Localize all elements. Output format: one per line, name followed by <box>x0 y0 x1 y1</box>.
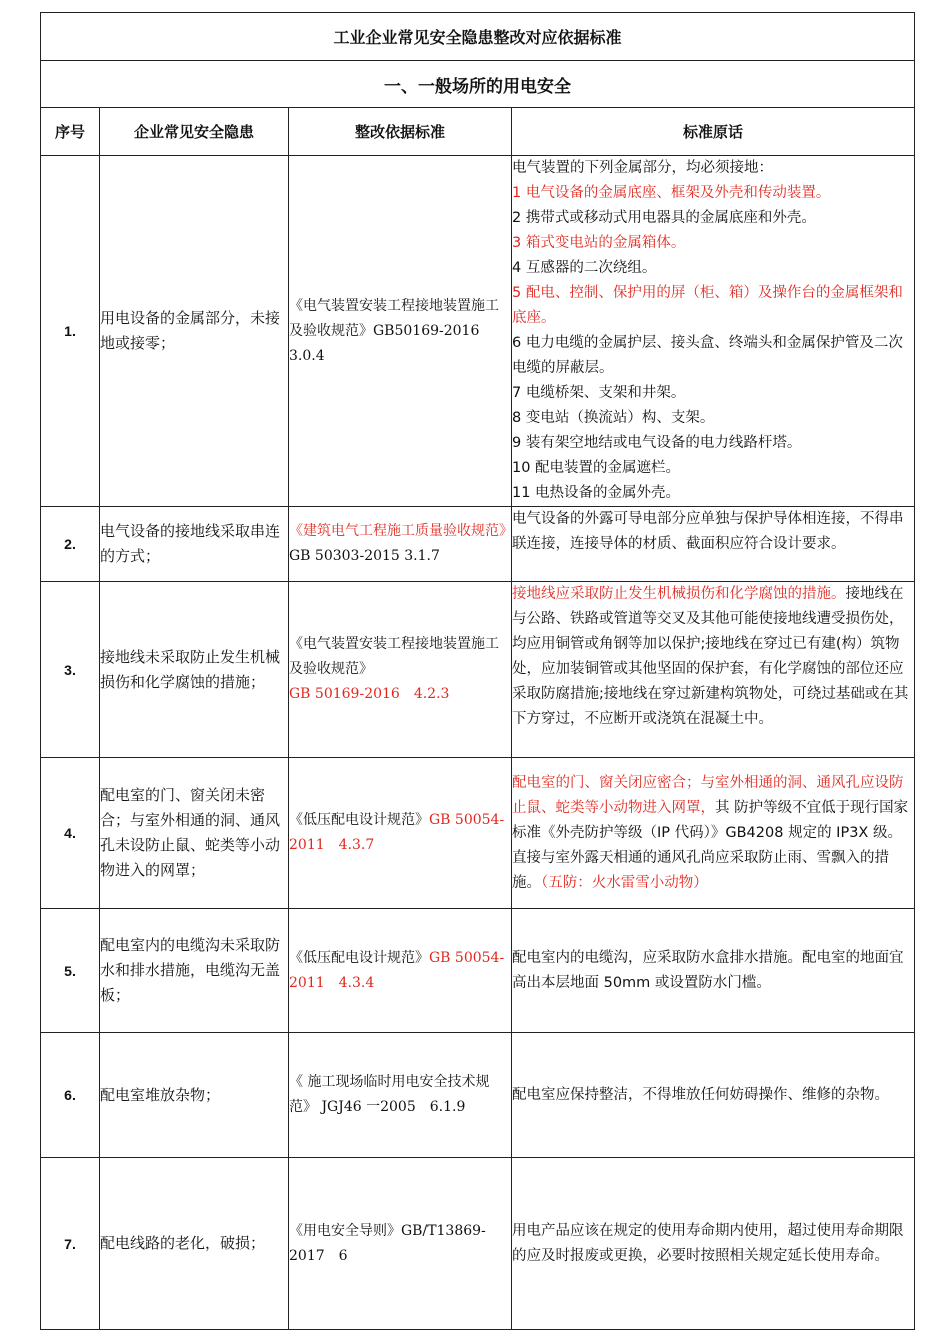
hazard-cell: 配电线路的老化，破损； <box>100 1158 289 1330</box>
original-text-cell <box>512 582 915 758</box>
original-text-cell: 用电产品应该在规定的使用寿命期内使用，超过使用寿命期限的应及时报废或更换，必要时按照相关规定延长使用寿命。 <box>512 1158 915 1330</box>
basis-cell: 《电气装置安装工程接地装置施工及验收规范》GB50169-2016 3.0.4 <box>289 156 512 507</box>
basis-cell <box>289 507 512 582</box>
header-original: 标准原话 <box>512 108 915 156</box>
table-row <box>41 507 915 582</box>
table-row <box>41 582 915 758</box>
original-text-cell: 配电室内的电缆沟，应采取防水盒排水措施。配电室的地面宜高出本层地面 50mm 或设置防水门槛。 <box>512 909 915 1033</box>
row-number: 1. <box>41 156 100 507</box>
table-header <box>41 108 915 156</box>
row-number: 5. <box>41 909 100 1033</box>
text-body: 接地线在与公路、铁路或管道等交叉及其他可能使接地线遭受损伤处，均应用铜管或角钢等加以保护;接地线在穿过已有建(构）筑物处，应加装铜管或其他坚固的保护套，有化学腐蚀的部位还应采取防腐措施;接地线在穿过新建构筑物处，可绕过基础或在其下方穿过，不应断开或浇筑在混凝土中。 <box>512 586 909 727</box>
basis-cell <box>289 909 512 1033</box>
text-body: 其 防护等级不宜低于现行国家标准《外壳防护等级（IP 代码）》GB4208 规定的 IP3X 级。直接与室外露天相通的通风孔尚应采取防止雨、雪飘入的措施。 <box>512 799 909 891</box>
hazard-cell: 配电室内的电缆沟未采取防水和排水措施，电缆沟无盖板； <box>100 909 289 1033</box>
header-issue: 企业常见安全隐患 <box>100 108 289 156</box>
document-title: 工业企业常见安全隐患整改对应依据标准 <box>41 13 915 61</box>
basis-cell <box>289 582 512 758</box>
text-highlight: 配电室的门、窗关闭应密合；与室外相通的洞、通风孔应设防止鼠、蛇类等小动物进入网罩， <box>512 774 904 816</box>
text-line: 电气装置的下列金属部分，均必须接地： <box>512 160 773 176</box>
basis-code: GB 50054-2011 4.3.4 <box>289 949 505 991</box>
text-highlight: 接地线应采取防止发生机械损伤和化学腐蚀的措施。 <box>512 586 846 602</box>
hazard-cell: 配电室堆放杂物； <box>100 1033 289 1158</box>
text-line: 10 配电装置的金属遮栏。 <box>512 460 681 476</box>
text-line: 4 互感器的二次绕组。 <box>512 260 657 276</box>
table-row <box>41 156 915 507</box>
text-line: 7 电缆桥架、支架和井架。 <box>512 385 686 401</box>
text-note: （五防：火水雷雪小动物） <box>541 874 708 891</box>
header-no: 序号 <box>41 108 100 156</box>
text-line: 8 变电站（换流站）构、支架。 <box>512 410 715 426</box>
original-text-cell: 配电室应保持整洁，不得堆放任何妨碍操作、维修的杂物。 <box>512 1033 915 1158</box>
text-line: 1 电气设备的金属底座、框架及外壳和传动装置。 <box>512 185 831 201</box>
original-text-cell <box>512 758 915 909</box>
basis-title: 《低压配电设计规范》 <box>289 949 429 966</box>
row-number: 4. <box>41 758 100 909</box>
row-number: 7. <box>41 1158 100 1330</box>
row-number: 3. <box>41 582 100 758</box>
basis-cell: 《 施工现场临时用电安全技术规范》 JGJ46 一2005 6.1.9 <box>289 1033 512 1158</box>
basis-title: 《低压配电设计规范》 <box>289 812 429 828</box>
hazard-cell: 接地线未采取防止发生机械损伤和化学腐蚀的措施； <box>100 582 289 758</box>
original-text-cell: 电气设备的外露可导电部分应单独与保护导体相连接，不得串联连接，连接导体的材质、截面积应符合设计要求。 <box>512 507 915 582</box>
hazard-cell: 电气设备的接地线采取串连的方式； <box>100 507 289 582</box>
basis-title: 《建筑电气工程施工质量验收规范》 <box>289 523 513 539</box>
section-title: 一、一般场所的用电安全 <box>41 61 915 108</box>
table-row <box>41 1158 915 1330</box>
basis-title: 《电气装置安装工程接地装置施工及验收规范》 <box>289 636 499 677</box>
basis-code: GB 50303-2015 3.1.7 <box>289 548 440 564</box>
table-row <box>41 909 915 1033</box>
hazard-cell: 配电室的门、窗关闭未密合；与室外相通的洞、通风孔未设防止鼠、蛇类等小动物进入的网罩； <box>100 758 289 909</box>
text-line: 3 箱式变电站的金属箱体。 <box>512 235 686 251</box>
table-row <box>41 758 915 909</box>
text-line: 11 电热设备的金属外壳。 <box>512 485 681 501</box>
text-line: 5 配电、控制、保护用的屏（柜、箱）及操作台的金属框架和底座。 <box>512 285 903 326</box>
text-line: 9 装有架空地结或电气设备的电力线路杆塔。 <box>512 435 802 451</box>
basis-cell <box>289 758 512 909</box>
row-number: 2. <box>41 507 100 582</box>
text-line: 2 携带式或移动式用电器具的金属底座和外壳。 <box>512 210 816 226</box>
basis-code: GB 50054-2011 4.3.7 <box>289 812 505 853</box>
table-row <box>41 1033 915 1158</box>
row-number: 6. <box>41 1033 100 1158</box>
hazard-cell: 用电设备的金属部分，未接地或接零； <box>100 156 289 507</box>
header-basis: 整改依据标准 <box>289 108 512 156</box>
basis-code: GB 50169-2016 4.2.3 <box>289 686 450 702</box>
basis-cell: 《用电安全导则》GB/T13869-2017 6 <box>289 1158 512 1330</box>
standards-table <box>40 12 915 1330</box>
text-line: 6 电力电缆的金属护层、接头盒、终端头和金属保护管及二次电缆的屏蔽层。 <box>512 335 903 376</box>
original-text-cell <box>512 156 915 507</box>
